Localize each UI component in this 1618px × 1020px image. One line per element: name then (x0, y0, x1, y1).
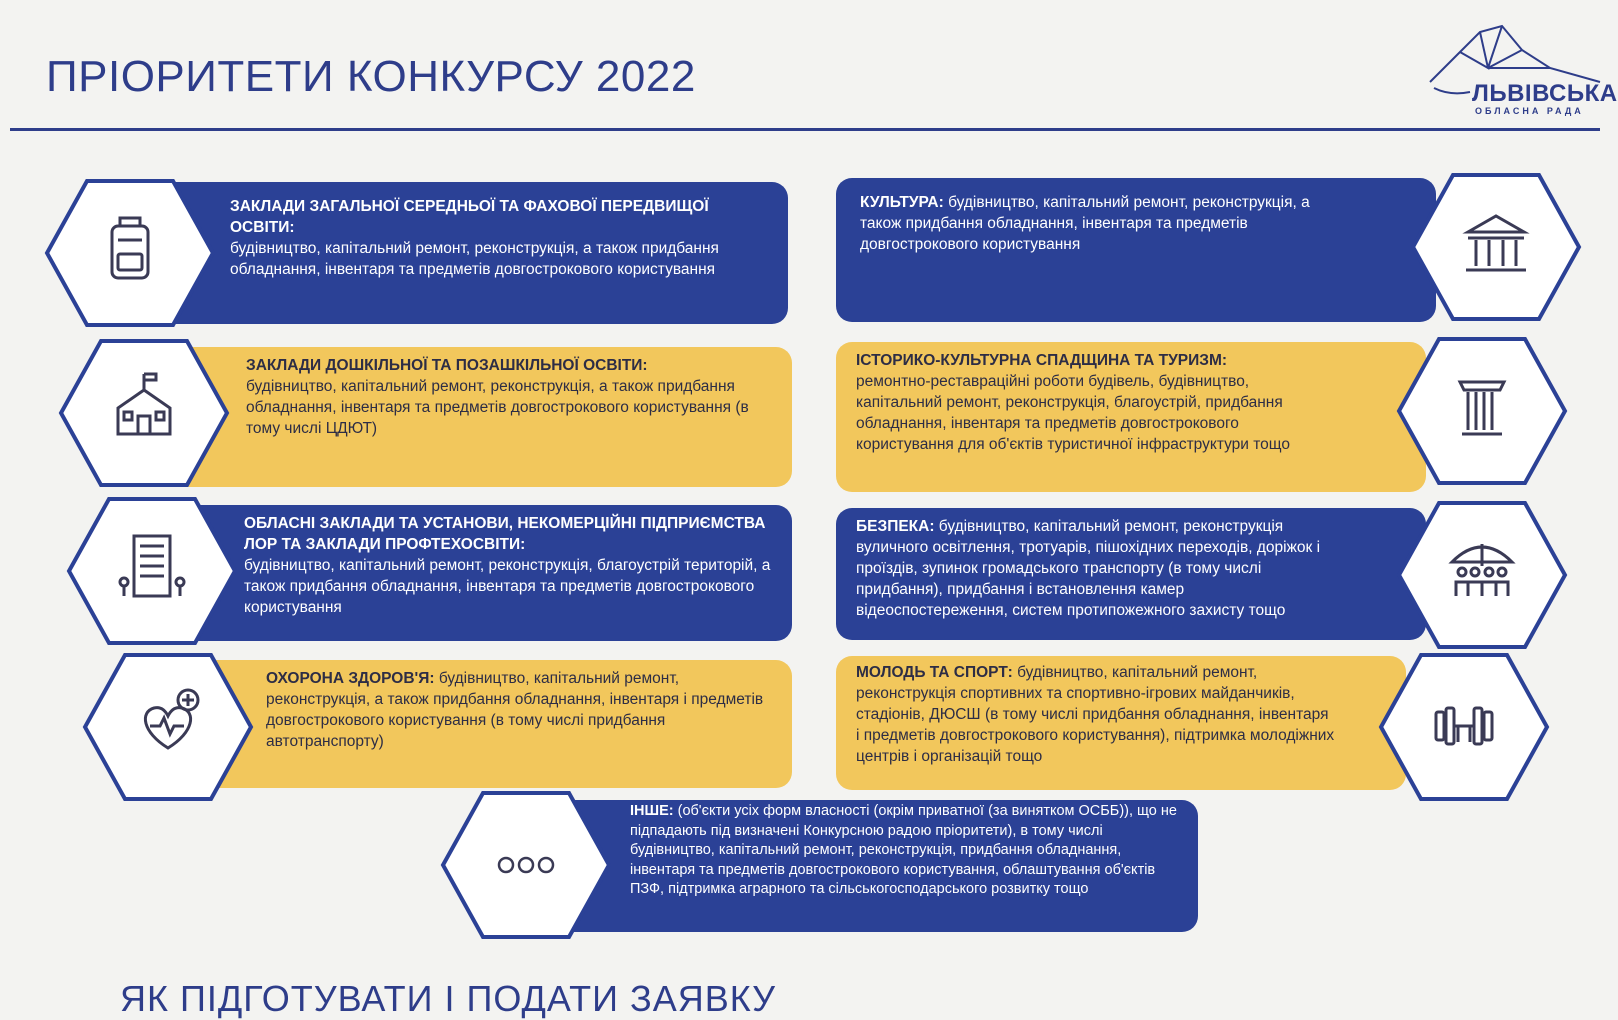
title-divider (10, 128, 1600, 131)
card-heading: МОЛОДЬ ТА СПОРТ: (856, 664, 1013, 681)
hex-badge (58, 338, 230, 488)
card-body: будівництво, капітальний ремонт, реконструкція вуличного освітлення, тротуарів, пішохідних переходів, доріжок і проїздів, зупинок громадського транспорту (в тому числі придбання), придбання і встановлення камер відеоспостереження, систем протипожежного захисту тощо (856, 518, 1321, 619)
priority-card-security (836, 508, 1426, 640)
hex-badge (82, 652, 254, 802)
card-heading: ЗАКЛАДИ ДОШКІЛЬНОЇ ТА ПОЗАШКІЛЬНОЇ ОСВІТИ: (246, 357, 648, 374)
logo-subtitle: ОБЛАСНА РАДА (1475, 106, 1584, 116)
priority-card-culture (836, 178, 1436, 322)
hex-badge (1378, 652, 1550, 802)
card-text (860, 192, 1346, 255)
hex-badge (1396, 336, 1568, 486)
card-body: будівництво, капітальний ремонт, реконструкція, а також придбання обладнання, інвентаря та предметів довгострокового користування (230, 240, 719, 278)
card-heading: ІСТОРИКО-КУЛЬТУРНА СПАДЩИНА ТА ТУРИЗМ: (856, 352, 1228, 369)
card-heading: БЕЗПЕКА: (856, 518, 935, 535)
hex-badge (440, 790, 612, 940)
card-heading: ОХОРОНА ЗДОРОВ'Я: (266, 670, 435, 687)
priority-card-general-education (150, 182, 788, 324)
priority-card-health (190, 660, 792, 788)
logo-name: ЛЬВІВСЬКА (1472, 80, 1618, 107)
priority-card-preschool-education (172, 347, 792, 487)
card-body: будівництво, капітальний ремонт, реконструкція, а також придбання обладнання, інвентаря і предметів довгострокового користування (в тому числі придбання автотранспорту) (266, 670, 764, 750)
page-title: ПРІОРИТЕТИ КОНКУРСУ 2022 (46, 52, 696, 101)
card-heading: ІНШЕ: (630, 803, 674, 819)
card-text (630, 802, 1178, 900)
card-text (856, 516, 1336, 621)
card-heading: КУЛЬТУРА: (860, 194, 944, 211)
card-body: будівництво, капітальний ремонт, реконструкція спортивних та спортивно-ігрових майданчиків, стадіонів, ДЮСШ (в тому числі придбання обладнання, інвентаря і предметів довгострокового користування), підтримка молодіжних центрів і організацій тощо (856, 664, 1335, 765)
hex-badge (66, 496, 238, 646)
hex-badge (1410, 172, 1582, 322)
priority-card-other (548, 800, 1198, 932)
hex-badge (1396, 500, 1568, 650)
card-body: будівництво, капітальний ремонт, реконструкція, а також придбання обладнання, інвентаря та предметів довгострокового користування (860, 194, 1310, 253)
card-body: ремонтно-реставраційні роботи будівель, будівництво, капітальний ремонт, реконструкція, благоустрій, придбання обладнання, інвентаря та предметів довгострокового користування для об'єктів туристичної інфраструктури тощо (856, 373, 1290, 453)
priority-card-youth-sport (836, 656, 1406, 790)
hex-badge (44, 178, 216, 328)
card-body: будівництво, капітальний ремонт, реконструкція, благоустрій територій, а також придбання обладнання, інвентаря та предметів довгострокового користування (244, 557, 771, 616)
next-section-heading: ЯК ПІДГОТУВАТИ І ПОДАТИ ЗАЯВКУ (120, 978, 776, 1019)
priority-card-heritage-tourism (836, 342, 1426, 492)
card-heading: ОБЛАСНІ ЗАКЛАДИ ТА УСТАНОВИ, НЕКОМЕРЦІЙНІ ПІДПРИЄМСТВА ЛОР ТА ЗАКЛАДИ ПРОФТЕХОСВІТИ: (244, 515, 766, 553)
card-heading: ЗАКЛАДИ ЗАГАЛЬНОЇ СЕРЕДНЬОЇ ТА ФАХОВОЇ ПЕРЕДВИЩОЇ ОСВІТИ: (230, 198, 709, 236)
card-body: (об'єкти усіх форм власності (окрім приватної (за винятком ОСББ)), що не підпадають під визначені Конкурсною радою пріоритети), в тому числі будівництво, капітальний ремонт, реконструкція, придбання обладнання, інвентаря та предметів довгострокового користування, облаштування об'єктів ПЗФ, підтримка аграрного та сільськогосподарського розвитку тощо (630, 803, 1177, 897)
card-text (856, 662, 1336, 767)
priority-card-regional-institutions (166, 505, 792, 641)
card-body: будівництво, капітальний ремонт, реконструкція, а також придбання обладнання, інвентаря та предметів довгострокового користування (в тому числі ЦДЮТ) (246, 378, 749, 437)
card-text (266, 668, 772, 752)
